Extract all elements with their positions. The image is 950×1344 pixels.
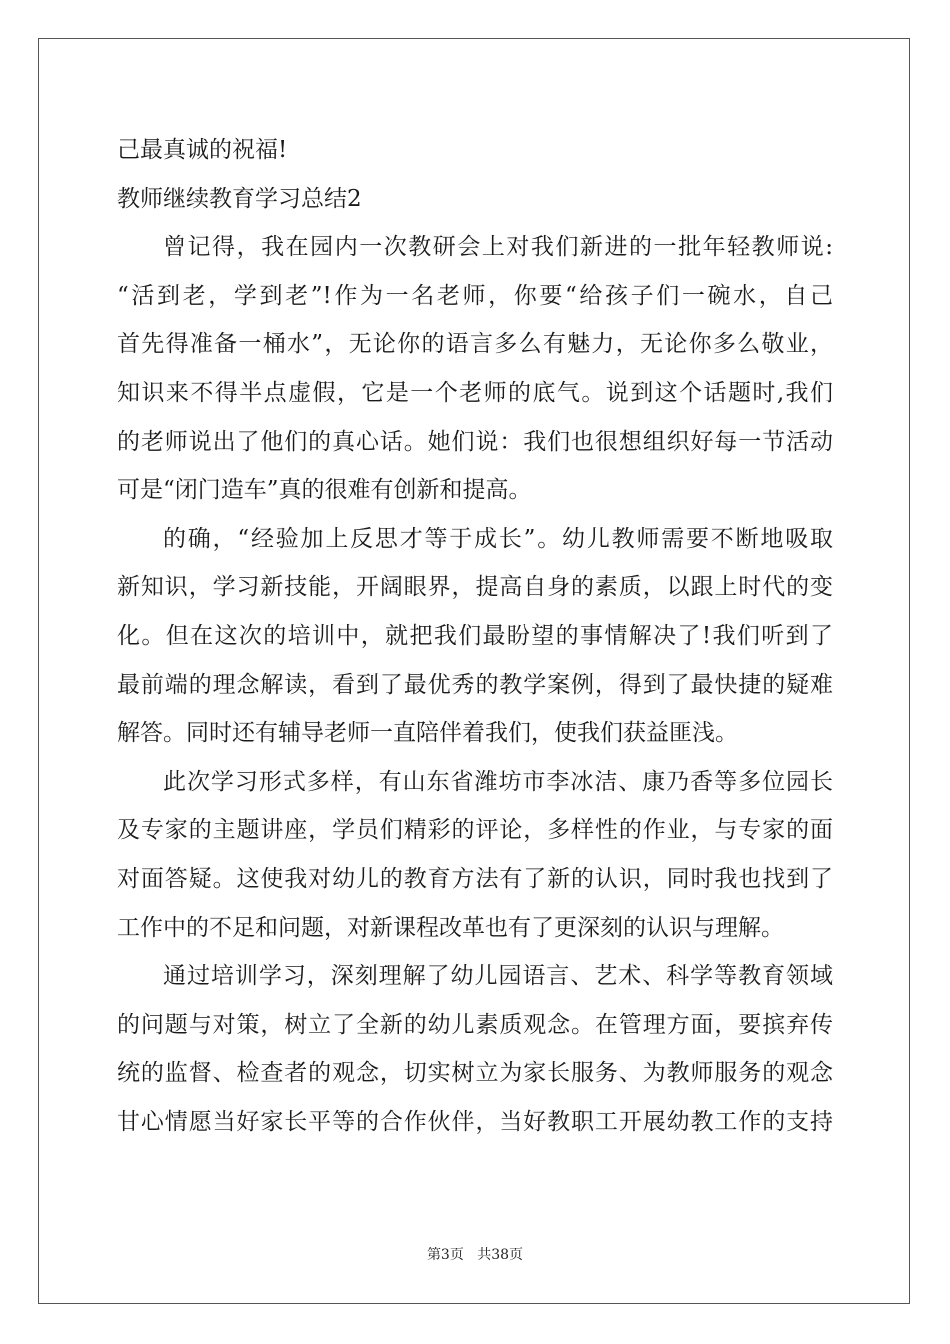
text-line: 己最真诚的祝福! — [117, 137, 288, 163]
text-line: 曾记得，我在园内一次教研会上对我们新进的一批年轻教师说: — [163, 234, 833, 261]
text-line: 甘心情愿当好家长平等的合作伙伴，当好教职工开展幼教工作的支持 — [117, 1108, 833, 1135]
text-line: 及专家的主题讲座，学员们精彩的评论，多样性的作业，与专家的面 — [117, 817, 833, 844]
text-line: 此次学习形式多样，有山东省潍坊市李冰洁、康乃香等多位园长 — [163, 768, 833, 795]
text-line: 知识来不得半点虚假，它是一个老师的底气。说到这个话题时,我们 — [117, 379, 833, 406]
page-total: 共38页 — [477, 1247, 524, 1263]
text-line: 化。但在这次的培训中，就把我们最盼望的事情解决了!我们听到了 — [117, 622, 833, 649]
text-line: “活到老，学到老”!作为一名老师，你要“给孩子们一碗水，自己 — [117, 282, 833, 309]
text-line: 通过培训学习，深刻理解了幼儿园语言、艺术、科学等教育领域 — [163, 963, 833, 990]
text-line: 的老师说出了他们的真心话。她们说：我们也很想组织好每一节活动 — [117, 428, 833, 455]
text-line: 教师继续教育学习总结2 — [117, 185, 362, 212]
page-footer — [0, 1244, 950, 1264]
text-line: 首先得准备一桶水”，无论你的语言多么有魅力，无论你多么敬业， — [117, 331, 833, 358]
text-line: 工作中的不足和问题，对新课程改革也有了更深刻的认识与理解。 — [117, 914, 784, 941]
document-body — [117, 126, 833, 1146]
text-line: 新知识，学习新技能，开阔眼界，提高自身的素质，以跟上时代的变 — [117, 574, 833, 601]
text-line: 的确，“经验加上反思才等于成长”。幼儿教师需要不断地吸取 — [163, 525, 833, 552]
text-line: 统的监督、检查者的观念，切实树立为家长服务、为教师服务的观念 — [117, 1060, 833, 1087]
page-number: 第3页 — [426, 1247, 464, 1263]
text-line: 最前端的理念解读，看到了最优秀的教学案例，得到了最快捷的疑难 — [117, 671, 833, 698]
text-line: 对面答疑。这使我对幼儿的教育方法有了新的认识，同时我也找到了 — [117, 865, 833, 892]
text-line: 的问题与对策，树立了全新的幼儿素质观念。在管理方面，要摈弃传 — [117, 1011, 833, 1038]
text-line: 可是“闭门造车”真的很难有创新和提高。 — [117, 477, 532, 504]
text-line: 解答。同时还有辅导老师一直陪伴着我们，使我们获益匪浅。 — [117, 720, 738, 747]
